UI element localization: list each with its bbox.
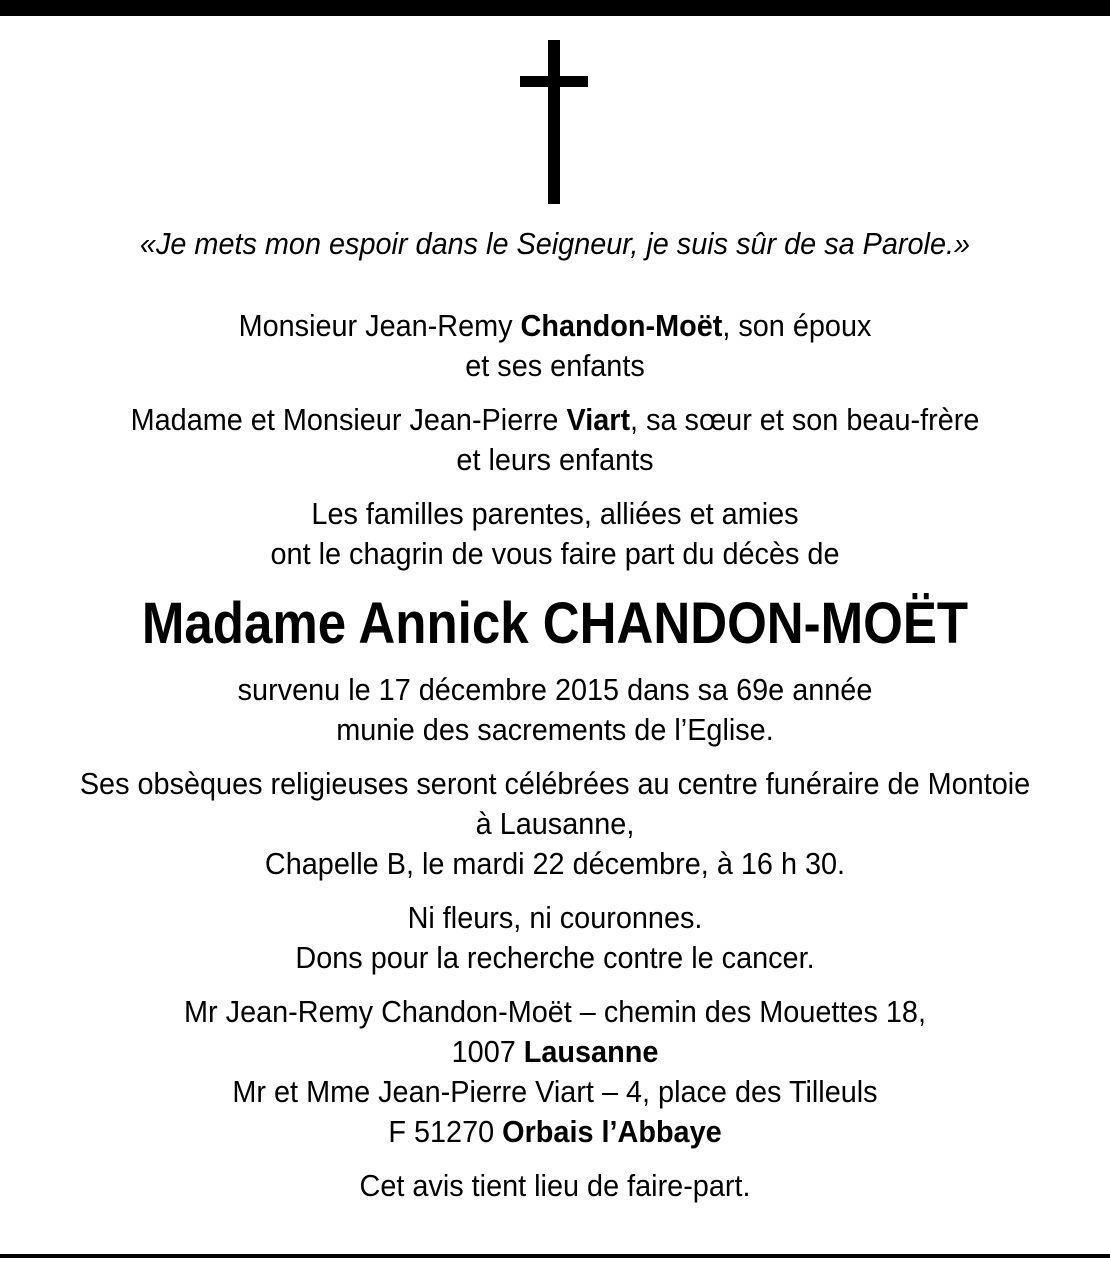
donations-line: Dons pour la recherche contre le cancer. — [295, 940, 815, 975]
address-2-line-2 — [39, 1112, 1071, 1152]
closing-line: Cet avis tient lieu de faire-part. — [359, 1168, 751, 1203]
address-1-line-2 — [39, 1032, 1071, 1072]
no-flowers-line: Ni fleurs, ni couronnes. — [407, 900, 703, 935]
sister-relation: , sa sœur et son beau-frère — [630, 402, 980, 437]
spouse-prefix: Monsieur Jean-Remy — [238, 308, 521, 343]
sacraments-line: munie des sacrements de l’Eglise. — [336, 712, 774, 747]
sister-line — [39, 400, 1071, 440]
sister-announcers — [0, 400, 1110, 480]
scripture-quote: «Je mets mon espoir dans le Seigneur, je suis sûr de sa Parole.» — [139, 226, 971, 261]
family-announcers — [0, 306, 1110, 386]
flowers-donations — [0, 898, 1110, 978]
death-details — [0, 670, 1110, 750]
sister-surname: Viart — [566, 402, 631, 437]
address-1-line-1: Mr Jean-Remy Chandon-Moët – chemin des Mouettes 18, — [184, 994, 926, 1029]
bottom-border-rule — [0, 1254, 1110, 1258]
cross-vertical-bar — [548, 40, 560, 204]
sister-prefix: Madame et Monsieur Jean-Pierre — [130, 402, 567, 437]
spouse-surname: Chandon-Moët — [520, 308, 723, 343]
cross-horizontal-bar — [520, 76, 588, 87]
service-line-3: Chapelle B, le mardi 22 décembre, à 16 h 30. — [264, 846, 846, 881]
spouse-relation: , son époux — [722, 308, 872, 343]
families-announcement — [0, 494, 1110, 574]
funeral-service — [0, 764, 1110, 884]
announcement-line: ont le chagrin de vous faire part du décès de — [270, 536, 840, 571]
spouse-children-line: et ses enfants — [465, 348, 645, 383]
service-line-1: Ses obsèques religieuses seront célébrées au centre funéraire de Montoie — [79, 766, 1031, 801]
sister-children-line: et leurs enfants — [456, 442, 654, 477]
addresses — [0, 992, 1110, 1152]
service-line-2: à Lausanne, — [475, 806, 635, 841]
deceased-name: Madame Annick CHANDON-MOËT — [141, 591, 969, 656]
top-border-rule — [0, 0, 1110, 16]
address-2-city: Orbais l’Abbaye — [502, 1114, 722, 1149]
cross-icon — [520, 40, 588, 204]
address-1-postcode: 1007 — [451, 1034, 524, 1069]
families-line: Les familles parentes, alliées et amies — [311, 496, 799, 531]
address-1-city: Lausanne — [523, 1034, 659, 1069]
obituary-body — [0, 222, 1110, 1206]
address-2-line-1: Mr et Mme Jean-Pierre Viart – 4, place des Tilleuls — [232, 1074, 878, 1109]
spouse-line — [39, 306, 1071, 346]
death-date-line: survenu le 17 décembre 2015 dans sa 69e année — [237, 672, 873, 707]
address-2-postcode: F 51270 — [388, 1114, 503, 1149]
